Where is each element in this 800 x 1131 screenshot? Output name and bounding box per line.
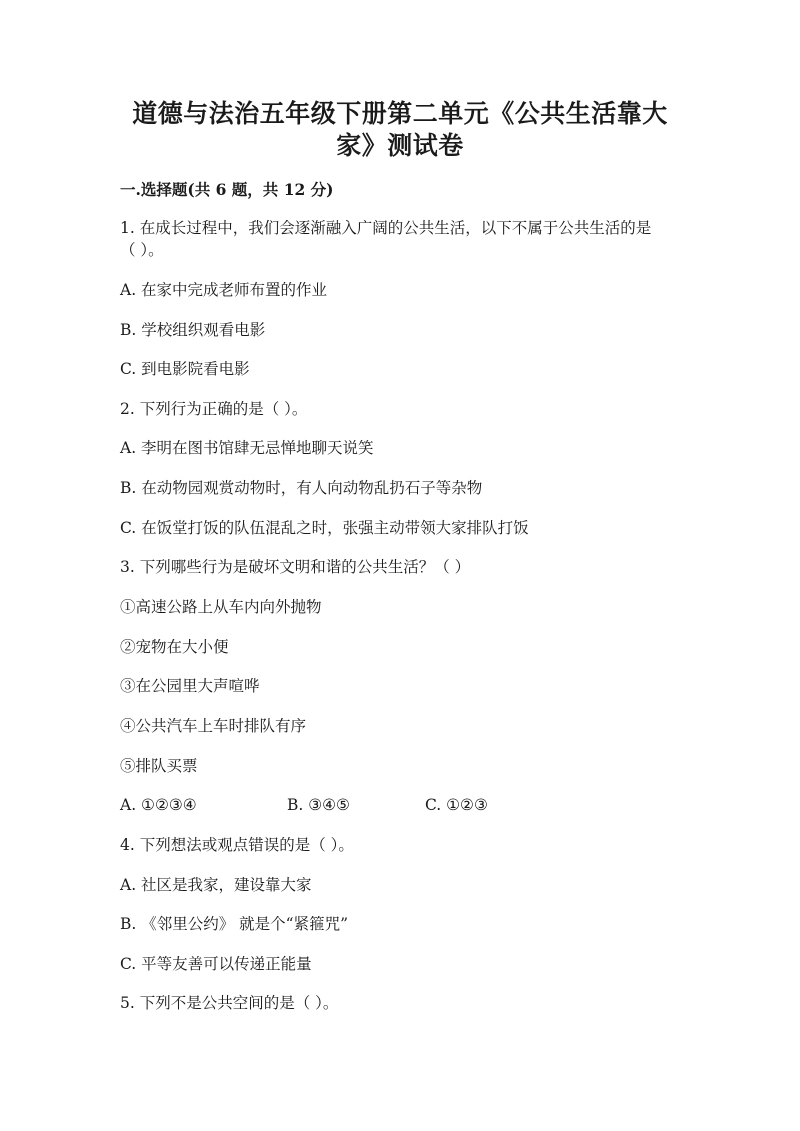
question-2-stem: 2. 下列行为正确的是（ ）。 — [120, 400, 308, 418]
question-3-option-b: B. ③④⑤ — [287, 796, 350, 814]
question-1-option-a: A. 在家中完成老师布置的作业 — [120, 281, 328, 299]
question-3-option-a: A. ①②③④ — [120, 796, 197, 814]
question-3-item-2: ②宠物在大小便 — [120, 638, 229, 656]
page-title-line-1: 道德与法治五年级下册第二单元《公共生活靠大 — [132, 99, 668, 128]
question-2-option-c: C. 在饭堂打饭的队伍混乱之时，张强主动带领大家排队打饭 — [120, 519, 529, 537]
question-3-stem: 3. 下列哪些行为是破坏文明和谐的公共生活？（ ） — [120, 558, 471, 576]
question-4-option-c: C. 平等友善可以传递正能量 — [120, 955, 312, 973]
question-3-option-c: C. ①②③ — [425, 796, 488, 814]
question-3-item-1: ①高速公路上从车内向外抛物 — [120, 598, 322, 616]
question-1-stem-cont: （ ）。 — [120, 241, 164, 259]
page-title-line-2: 家》测试卷 — [336, 131, 464, 160]
question-1-option-b: B. 学校组织观看电影 — [120, 321, 266, 339]
question-4-option-a: A. 社区是我家，建设靠大家 — [120, 876, 312, 894]
question-2-option-a: A. 李明在图书馆肆无忌惮地聊天说笑 — [120, 439, 374, 457]
question-4-stem: 4. 下列想法或观点错误的是（ ）。 — [120, 836, 354, 854]
question-4-option-b: B. 《邻里公约》 就是个“紧箍咒” — [120, 915, 349, 933]
question-3-item-4: ④公共汽车上车时排队有序 — [120, 717, 307, 735]
question-1-option-c: C. 到电影院看电影 — [120, 360, 250, 378]
section-heading: 一.选择题(共 6 题，共 12 分) — [120, 180, 334, 199]
question-3-item-5: ⑤排队买票 — [120, 757, 198, 775]
question-5-stem: 5. 下列不是公共空间的是（ ）。 — [120, 994, 339, 1012]
question-2-option-b: B. 在动物园观赏动物时，有人向动物乱扔石子等杂物 — [120, 479, 483, 497]
question-1-stem: 1. 在成长过程中，我们会逐渐融入广阔的公共生活，以下不属于公共生活的是 — [120, 219, 652, 237]
question-3-item-3: ③在公园里大声喧哗 — [120, 677, 260, 695]
